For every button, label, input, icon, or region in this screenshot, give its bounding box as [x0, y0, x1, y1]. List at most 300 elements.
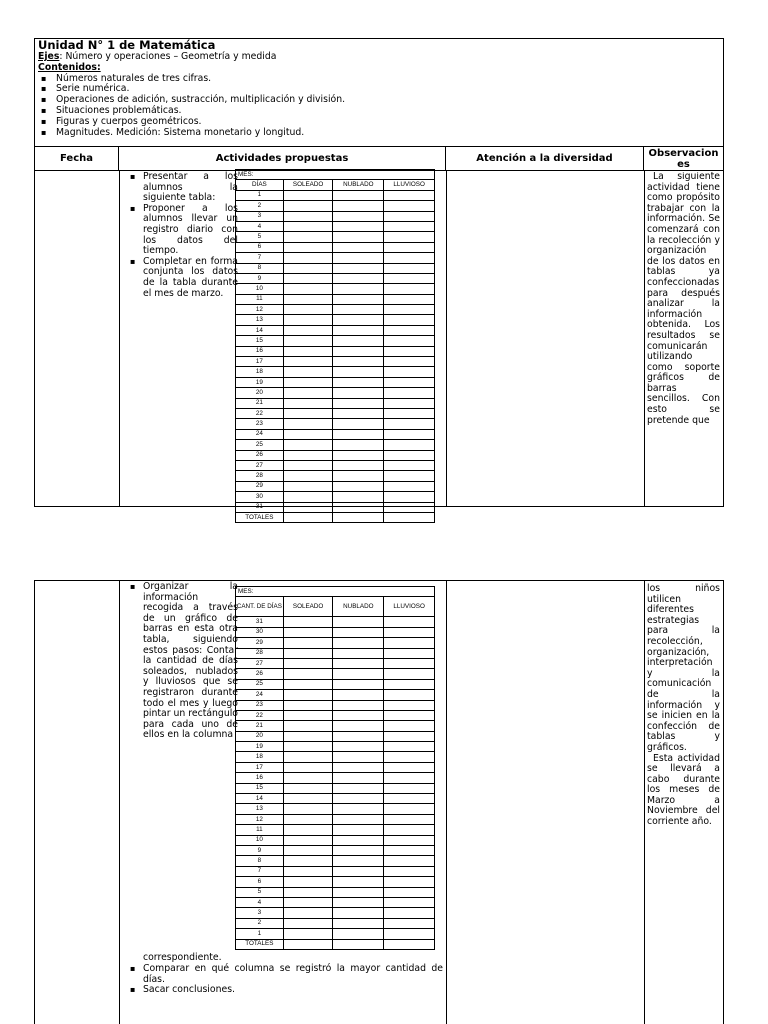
registro-soleado-cell[interactable]	[283, 440, 333, 450]
registro-nublado-cell[interactable]	[333, 762, 384, 772]
registro-day-cell: 4	[236, 897, 284, 907]
registro-mes-row	[236, 587, 435, 597]
registro-soleado-cell[interactable]	[283, 908, 333, 918]
registro-soleado-cell[interactable]	[283, 887, 333, 897]
registro-soleado-cell[interactable]	[283, 638, 333, 648]
registro-lluvioso-cell[interactable]	[384, 357, 435, 367]
registro-lluvioso-cell[interactable]	[384, 367, 435, 377]
registro-nublado-cell[interactable]	[333, 825, 384, 835]
registro-soleado-cell[interactable]	[283, 211, 333, 221]
unit-header	[35, 39, 723, 147]
actividad-item: ▪ Presentar a los alumnos la siguiente tabla:	[143, 172, 238, 204]
registro-soleado-cell[interactable]	[283, 273, 333, 283]
registro-lluvioso-cell[interactable]	[384, 190, 435, 200]
registro-day-cell: 6	[236, 877, 284, 887]
registro-soleado-cell[interactable]	[283, 845, 333, 855]
registro-lluvioso-cell[interactable]	[384, 710, 435, 720]
registro-lluvioso-cell[interactable]	[384, 242, 435, 252]
registro-row	[236, 284, 435, 294]
registro-row	[236, 346, 435, 356]
registro-soleado-cell[interactable]	[283, 690, 333, 700]
registro-soleado-cell[interactable]	[283, 617, 333, 627]
registro-day-cell: 20	[236, 731, 284, 741]
registro-soleado-cell[interactable]	[283, 460, 333, 470]
registro-nublado-cell[interactable]	[333, 450, 384, 460]
registro-soleado-cell[interactable]	[283, 357, 333, 367]
registro-lluvioso-cell[interactable]	[384, 908, 435, 918]
registro-row	[236, 804, 435, 814]
registro-lluvioso-cell[interactable]	[384, 814, 435, 824]
registro-day-cell: 12	[236, 305, 284, 315]
registro-row	[236, 648, 435, 658]
registro-lluvioso-cell[interactable]	[384, 419, 435, 429]
registro-row	[236, 918, 435, 928]
registro-soleado-cell[interactable]	[283, 346, 333, 356]
registro-nublado-cell[interactable]	[333, 845, 384, 855]
registro-lluvioso-cell[interactable]	[384, 408, 435, 418]
registro-lluvioso-cell[interactable]	[384, 794, 435, 804]
actividad-continuation: correspondiente.	[143, 952, 222, 963]
registro-soleado-cell[interactable]	[283, 742, 333, 752]
registro-nublado-cell[interactable]	[333, 721, 384, 731]
registro-header-row	[236, 180, 435, 190]
registro-row	[236, 388, 435, 398]
registro-lluvioso-cell[interactable]	[384, 742, 435, 752]
registro-soleado-cell[interactable]	[283, 835, 333, 845]
registro-day-cell: 21	[236, 721, 284, 731]
registro-soleado-cell[interactable]	[283, 502, 333, 512]
registro-nublado-cell[interactable]	[333, 325, 384, 335]
registro-lluvioso-cell[interactable]	[384, 315, 435, 325]
registro-soleado-cell[interactable]	[283, 700, 333, 710]
registro-nublado-cell[interactable]	[333, 263, 384, 273]
registro-lluvioso-cell[interactable]	[384, 773, 435, 783]
registro-nublado-cell[interactable]	[333, 658, 384, 668]
registro-lluvioso-cell[interactable]	[384, 263, 435, 273]
registro-soleado-cell[interactable]	[283, 773, 333, 783]
registro-nublado-cell[interactable]	[333, 502, 384, 512]
registro-lluvioso-cell[interactable]	[384, 305, 435, 315]
registro-nublado-cell[interactable]	[333, 804, 384, 814]
registro-soleado-cell[interactable]	[283, 804, 333, 814]
registro-nublado-cell[interactable]	[333, 814, 384, 824]
registro-soleado-cell[interactable]	[283, 450, 333, 460]
registro-day-cell: 24	[236, 690, 284, 700]
registro-soleado-cell[interactable]	[283, 877, 333, 887]
registro-soleado-cell[interactable]	[283, 232, 333, 242]
registro-nublado-cell[interactable]	[333, 398, 384, 408]
registro-day-cell: 8	[236, 856, 284, 866]
observaciones-paragraph: Esta actividad se llevará a cabo durante los meses de Marzo a Noviembre del corriente año.	[647, 752, 720, 828]
registro-lluvioso-cell[interactable]	[384, 346, 435, 356]
registro-nublado-cell[interactable]	[333, 253, 384, 263]
registro-lluvioso-cell[interactable]	[384, 388, 435, 398]
registro-nublado-cell[interactable]	[333, 211, 384, 221]
registro-nublado-cell[interactable]	[333, 357, 384, 367]
registro-day-cell: 23	[236, 700, 284, 710]
registro-row	[236, 669, 435, 679]
registro-soleado-cell[interactable]	[283, 658, 333, 668]
registro-nublado-cell[interactable]	[333, 440, 384, 450]
registro-row	[236, 429, 435, 439]
contenido-item: ▪ Serie numérica.	[56, 84, 723, 95]
registro-lluvioso-cell[interactable]	[384, 201, 435, 211]
registro-lluvioso-cell[interactable]	[384, 929, 435, 939]
registro-row	[236, 294, 435, 304]
column-divider	[119, 171, 120, 507]
ejes-line	[38, 52, 723, 63]
registro-soleado-cell[interactable]	[283, 471, 333, 481]
registro-lluvioso-cell[interactable]	[384, 377, 435, 387]
registro-lluvioso-cell[interactable]	[384, 658, 435, 668]
registro-row	[236, 398, 435, 408]
column-divider	[119, 581, 120, 1024]
registro-lluvioso-cell[interactable]	[384, 918, 435, 928]
registro-lluvioso-cell[interactable]	[384, 481, 435, 491]
registro-soleado-cell[interactable]	[283, 284, 333, 294]
registro-row	[236, 408, 435, 418]
registro-lluvioso-cell[interactable]	[384, 897, 435, 907]
registro-day-cell: 10	[236, 835, 284, 845]
registro-nublado-cell[interactable]	[333, 273, 384, 283]
registro-soleado-cell[interactable]	[283, 305, 333, 315]
registro-row	[236, 471, 435, 481]
registro-soleado-cell[interactable]	[283, 242, 333, 252]
registro-lluvioso-cell[interactable]	[384, 856, 435, 866]
registro-nublado-cell[interactable]	[333, 752, 384, 762]
registro-nublado-cell[interactable]	[333, 627, 384, 637]
registro-soleado-cell[interactable]	[283, 398, 333, 408]
registro-soleado-cell[interactable]	[283, 627, 333, 637]
registro-lluvioso-cell[interactable]	[384, 336, 435, 346]
registro-nublado-cell[interactable]	[333, 918, 384, 928]
registro-row	[236, 419, 435, 429]
registro-nublado-cell[interactable]	[333, 897, 384, 907]
registro-row	[236, 377, 435, 387]
registro-row	[236, 336, 435, 346]
registro-nublado-cell[interactable]	[333, 305, 384, 315]
registro-lluvioso-cell[interactable]	[384, 721, 435, 731]
registro-soleado-cell[interactable]	[283, 794, 333, 804]
registro-soleado-cell[interactable]	[283, 752, 333, 762]
contenido-item: ▪ Figuras y cuerpos geométricos.	[56, 117, 723, 128]
registro-lluvioso-cell[interactable]	[384, 294, 435, 304]
registro-lluvioso-cell[interactable]	[384, 638, 435, 648]
registro-soleado-cell[interactable]	[283, 648, 333, 658]
registro-soleado-cell[interactable]	[283, 492, 333, 502]
registro-row	[236, 460, 435, 470]
registro-row	[236, 450, 435, 460]
registro-nublado-cell[interactable]	[333, 877, 384, 887]
registro-nublado-cell[interactable]	[333, 887, 384, 897]
registro-nublado-cell[interactable]	[333, 710, 384, 720]
registro-lluvioso-cell[interactable]	[384, 221, 435, 231]
contenido-item: ▪ Situaciones problemáticas.	[56, 106, 723, 117]
registro-day-cell: 30	[236, 492, 284, 502]
registro-day-cell: 1	[236, 190, 284, 200]
registro-nublado-cell[interactable]	[333, 408, 384, 418]
registro-nublado-cell[interactable]	[333, 201, 384, 211]
actividad-item: ▪ Comparar en qué columna se registró la mayor cantidad de días.	[143, 964, 443, 985]
registro-total-lluvioso-cell[interactable]	[384, 512, 435, 522]
registro-day-cell: 6	[236, 242, 284, 252]
registro-row	[236, 762, 435, 772]
registro-nublado-cell[interactable]	[333, 388, 384, 398]
registro-lluvioso-cell[interactable]	[384, 845, 435, 855]
column-divider	[644, 171, 645, 507]
registro-soleado-cell[interactable]	[283, 201, 333, 211]
registro-lluvioso-cell[interactable]	[384, 700, 435, 710]
registro-day-cell: 28	[236, 648, 284, 658]
registro-soleado-cell[interactable]	[283, 856, 333, 866]
registro-nublado-cell[interactable]	[333, 648, 384, 658]
registro-day-cell: 18	[236, 752, 284, 762]
registro-day-cell: 26	[236, 450, 284, 460]
registro-day-cell: 22	[236, 710, 284, 720]
header-nublado: NUBLADO	[333, 597, 384, 617]
registro-nublado-cell[interactable]	[333, 638, 384, 648]
registro-soleado-cell[interactable]	[283, 825, 333, 835]
registro-soleado-cell[interactable]	[283, 294, 333, 304]
registro-nublado-cell[interactable]	[333, 190, 384, 200]
registro-nublado-cell[interactable]	[333, 783, 384, 793]
registro-lluvioso-cell[interactable]	[384, 887, 435, 897]
registro-soleado-cell[interactable]	[283, 669, 333, 679]
registro-soleado-cell[interactable]	[283, 325, 333, 335]
observaciones-header-line1: Observacion	[648, 148, 719, 159]
registro-soleado-cell[interactable]	[283, 388, 333, 398]
registro-day-cell: 9	[236, 845, 284, 855]
registro-nublado-cell[interactable]	[333, 669, 384, 679]
actividades-more-list	[128, 964, 443, 996]
registro-day-cell: 23	[236, 419, 284, 429]
registro-day-cell: 14	[236, 794, 284, 804]
registro-lluvioso-cell[interactable]	[384, 866, 435, 876]
registro-row	[236, 617, 435, 627]
column-divider	[446, 171, 447, 507]
actividades-list-page-1	[128, 172, 238, 299]
registro-nublado-cell[interactable]	[333, 929, 384, 939]
registro-lluvioso-cell[interactable]	[384, 690, 435, 700]
registro-row	[236, 825, 435, 835]
column-header-fecha: Fecha	[35, 147, 119, 171]
registro-nublado-cell[interactable]	[333, 336, 384, 346]
registro-day-cell: 16	[236, 773, 284, 783]
registro-mes-label: MES:	[236, 170, 435, 180]
registro-day-cell: 15	[236, 783, 284, 793]
registro-row	[236, 773, 435, 783]
registro-day-cell: 31	[236, 502, 284, 512]
registro-nublado-cell[interactable]	[333, 377, 384, 387]
registro-lluvioso-cell[interactable]	[384, 450, 435, 460]
registro-nublado-cell[interactable]	[333, 679, 384, 689]
registro-soleado-cell[interactable]	[283, 429, 333, 439]
registro-total-nublado-cell[interactable]	[333, 939, 384, 949]
registro-soleado-cell[interactable]	[283, 783, 333, 793]
registro-nublado-cell[interactable]	[333, 221, 384, 231]
registro-lluvioso-cell[interactable]	[384, 284, 435, 294]
registro-table-2-body	[236, 587, 435, 950]
registro-soleado-cell[interactable]	[283, 377, 333, 387]
registro-totales-label: TOTALES	[236, 512, 284, 522]
registro-day-cell: 26	[236, 669, 284, 679]
registro-day-cell: 3	[236, 908, 284, 918]
column-header-actividades: Actividades propuestas	[119, 147, 446, 171]
column-header-atencion: Atención a la diversidad	[446, 147, 644, 171]
registro-lluvioso-cell[interactable]	[384, 273, 435, 283]
registro-soleado-cell[interactable]	[283, 263, 333, 273]
registro-soleado-cell[interactable]	[283, 336, 333, 346]
registro-soleado-cell[interactable]	[283, 679, 333, 689]
registro-totales-label: TOTALES	[236, 939, 284, 949]
registro-lluvioso-cell[interactable]	[384, 679, 435, 689]
registro-nublado-cell[interactable]	[333, 294, 384, 304]
registro-lluvioso-cell[interactable]	[384, 429, 435, 439]
registro-nublado-cell[interactable]	[333, 242, 384, 252]
registro-day-cell: 11	[236, 825, 284, 835]
contenidos-label: Contenidos:	[38, 61, 101, 73]
registro-nublado-cell[interactable]	[333, 617, 384, 627]
registro-soleado-cell[interactable]	[283, 419, 333, 429]
registro-row	[236, 357, 435, 367]
registro-soleado-cell[interactable]	[283, 814, 333, 824]
registro-lluvioso-cell[interactable]	[384, 617, 435, 627]
registro-day-cell: 12	[236, 814, 284, 824]
registro-day-cell: 29	[236, 481, 284, 491]
registro-soleado-cell[interactable]	[283, 897, 333, 907]
registro-soleado-cell[interactable]	[283, 762, 333, 772]
registro-nublado-cell[interactable]	[333, 773, 384, 783]
registro-row	[236, 856, 435, 866]
registro-lluvioso-cell[interactable]	[384, 804, 435, 814]
actividad-item: ▪ Sacar conclusiones.	[143, 985, 443, 996]
contenido-item: ▪ Operaciones de adición, sustracción, multiplicación y división.	[56, 95, 723, 106]
column-divider	[446, 581, 447, 1024]
registro-soleado-cell[interactable]	[283, 315, 333, 325]
registro-day-cell: 27	[236, 658, 284, 668]
registro-day-cell: 15	[236, 336, 284, 346]
registro-day-cell: 5	[236, 887, 284, 897]
registro-nublado-cell[interactable]	[333, 690, 384, 700]
registro-lluvioso-cell[interactable]	[384, 211, 435, 221]
registro-nublado-cell[interactable]	[333, 700, 384, 710]
registro-day-cell: 7	[236, 866, 284, 876]
registro-day-cell: 19	[236, 742, 284, 752]
registro-soleado-cell[interactable]	[283, 221, 333, 231]
registro-nublado-cell[interactable]	[333, 856, 384, 866]
registro-day-cell: 19	[236, 377, 284, 387]
registro-lluvioso-cell[interactable]	[384, 752, 435, 762]
registro-total-soleado-cell[interactable]	[283, 512, 333, 522]
registro-day-cell: 27	[236, 460, 284, 470]
registro-nublado-cell[interactable]	[333, 481, 384, 491]
registro-lluvioso-cell[interactable]	[384, 232, 435, 242]
registro-nublado-cell[interactable]	[333, 866, 384, 876]
registro-day-cell: 2	[236, 201, 284, 211]
registro-lluvioso-cell[interactable]	[384, 502, 435, 512]
registro-row	[236, 221, 435, 231]
registro-lluvioso-cell[interactable]	[384, 762, 435, 772]
actividad-item: ▪ Organizar la información recogida a través de un gráfico de barras en esta otra tabla, siguiendo estos pasos: Contar la cantidad de días soleados, nublados y lluviosos que se registraron durante todo el mes y luego pintar un rectángulo para cada uno de ellos en la columna	[143, 582, 238, 741]
observaciones-header-line2: es	[677, 159, 690, 170]
registro-nublado-cell[interactable]	[333, 492, 384, 502]
registro-row	[236, 700, 435, 710]
registro-lluvioso-cell[interactable]	[384, 492, 435, 502]
registro-soleado-cell[interactable]	[283, 190, 333, 200]
registro-soleado-cell[interactable]	[283, 721, 333, 731]
registro-soleado-cell[interactable]	[283, 253, 333, 263]
registro-day-cell: 17	[236, 762, 284, 772]
registro-nublado-cell[interactable]	[333, 460, 384, 470]
registro-total-nublado-cell[interactable]	[333, 512, 384, 522]
registro-total-lluvioso-cell[interactable]	[384, 939, 435, 949]
registro-lluvioso-cell[interactable]	[384, 669, 435, 679]
registro-lluvioso-cell[interactable]	[384, 325, 435, 335]
registro-lluvioso-cell[interactable]	[384, 648, 435, 658]
registro-lluvioso-cell[interactable]	[384, 460, 435, 470]
registro-soleado-cell[interactable]	[283, 918, 333, 928]
registro-lluvioso-cell[interactable]	[384, 471, 435, 481]
registro-soleado-cell[interactable]	[283, 408, 333, 418]
contenidos-list	[38, 74, 723, 139]
registro-lluvioso-cell[interactable]	[384, 783, 435, 793]
registro-lluvioso-cell[interactable]	[384, 835, 435, 845]
header-soleado: SOLEADO	[283, 597, 333, 617]
registro-nublado-cell[interactable]	[333, 908, 384, 918]
registro-day-cell: 20	[236, 388, 284, 398]
registro-lluvioso-cell[interactable]	[384, 825, 435, 835]
registro-lluvioso-cell[interactable]	[384, 253, 435, 263]
registro-row	[236, 627, 435, 637]
registro-soleado-cell[interactable]	[283, 481, 333, 491]
registro-nublado-cell[interactable]	[333, 742, 384, 752]
registro-nublado-cell[interactable]	[333, 346, 384, 356]
registro-row	[236, 845, 435, 855]
registro-row	[236, 273, 435, 283]
registro-nublado-cell[interactable]	[333, 429, 384, 439]
registro-soleado-cell[interactable]	[283, 866, 333, 876]
registro-nublado-cell[interactable]	[333, 835, 384, 845]
registro-total-soleado-cell[interactable]	[283, 939, 333, 949]
registro-day-cell: 31	[236, 617, 284, 627]
registro-row	[236, 201, 435, 211]
registro-soleado-cell[interactable]	[283, 929, 333, 939]
registro-nublado-cell[interactable]	[333, 367, 384, 377]
registro-nublado-cell[interactable]	[333, 471, 384, 481]
registro-nublado-cell[interactable]	[333, 794, 384, 804]
registro-row	[236, 232, 435, 242]
registro-row	[236, 190, 435, 200]
observaciones-text-page-1: La siguiente actividad tiene como propósito trabajar con la información. Se comenzará con la recolección y organización de los datos en tablas ya confeccionadas para después analizar la información obtenida. Los resultados se comunicarán utilizando como soporte gráficos de barras sencillos. Con esto se pretende que	[647, 172, 720, 426]
registro-day-cell: 9	[236, 273, 284, 283]
registro-nublado-cell[interactable]	[333, 284, 384, 294]
registro-lluvioso-cell[interactable]	[384, 440, 435, 450]
registro-nublado-cell[interactable]	[333, 232, 384, 242]
registro-soleado-cell[interactable]	[283, 710, 333, 720]
contenidos-line	[38, 63, 723, 74]
registro-row	[236, 690, 435, 700]
registro-nublado-cell[interactable]	[333, 419, 384, 429]
registro-lluvioso-cell[interactable]	[384, 731, 435, 741]
registro-nublado-cell[interactable]	[333, 731, 384, 741]
registro-lluvioso-cell[interactable]	[384, 627, 435, 637]
registro-nublado-cell[interactable]	[333, 315, 384, 325]
registro-lluvioso-cell[interactable]	[384, 398, 435, 408]
header-nublado: NUBLADO	[333, 180, 384, 190]
registro-soleado-cell[interactable]	[283, 731, 333, 741]
registro-lluvioso-cell[interactable]	[384, 877, 435, 887]
registro-soleado-cell[interactable]	[283, 367, 333, 377]
